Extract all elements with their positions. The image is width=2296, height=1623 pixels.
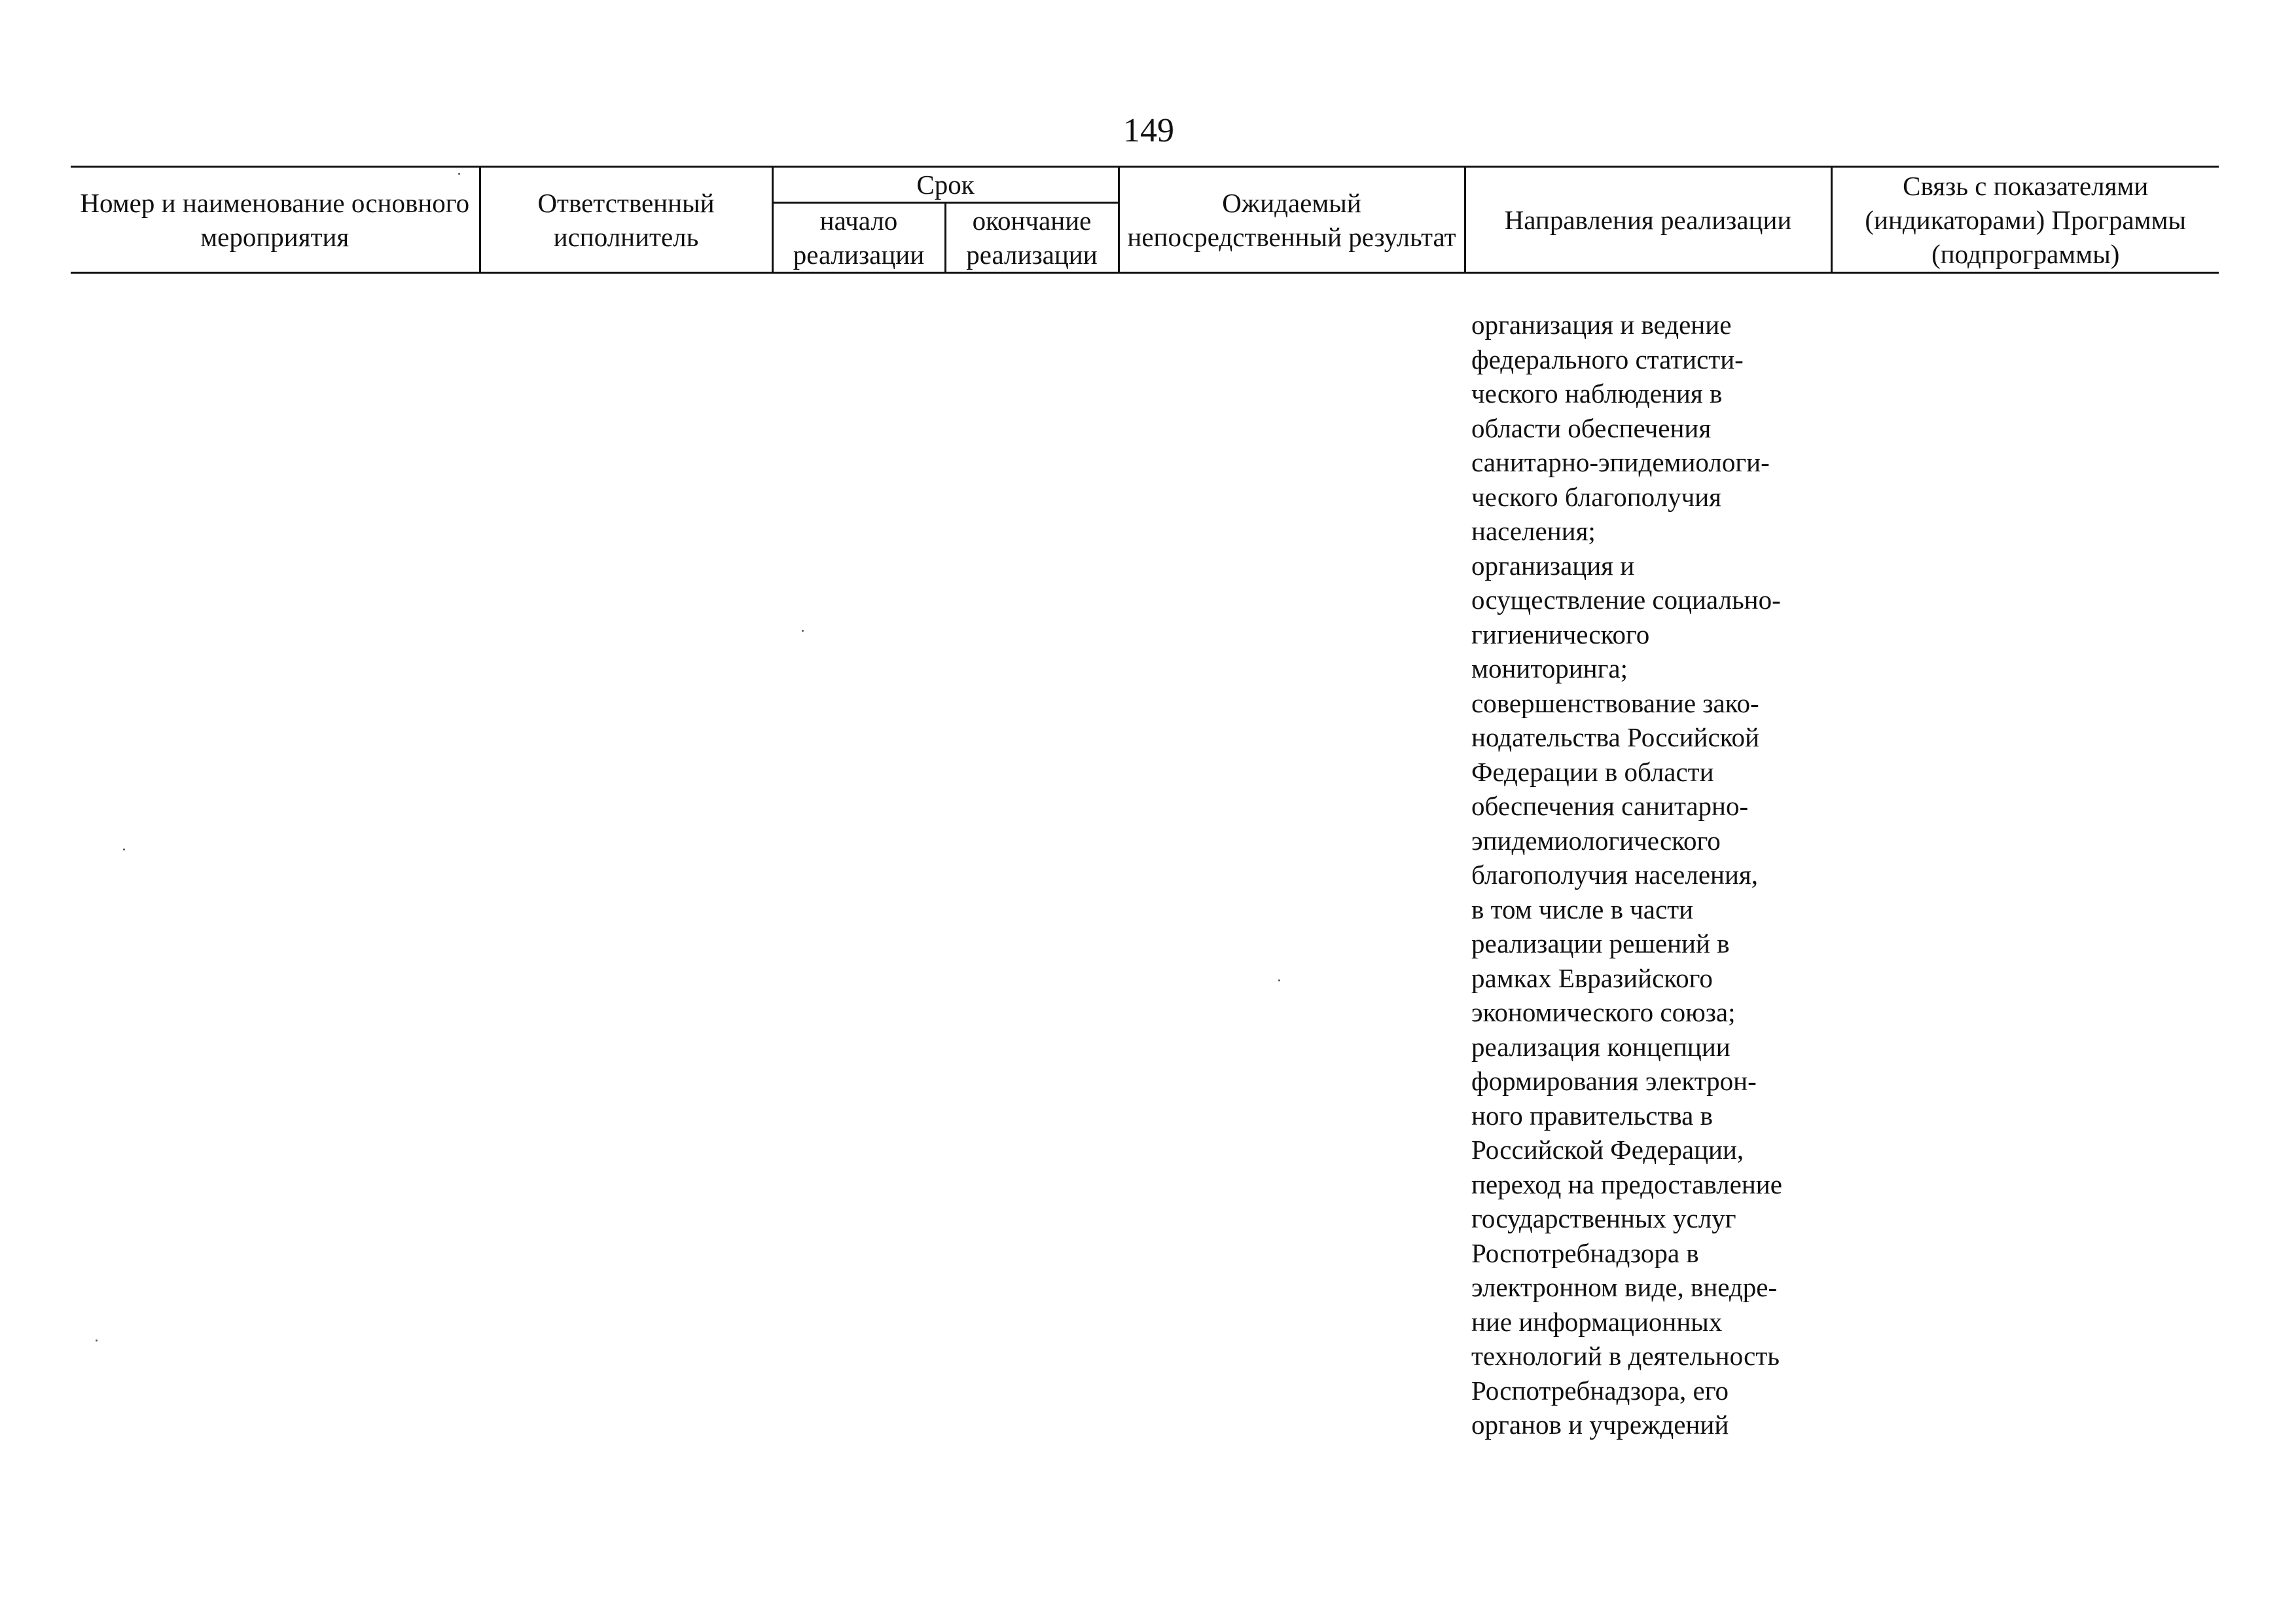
directions-line: совершенствование зако- <box>1471 687 1759 718</box>
directions-line: ческого благополучия <box>1471 481 1721 512</box>
scan-speck <box>1278 979 1280 981</box>
directions-line: эпидемиологического <box>1471 825 1721 856</box>
directions-line: Роспотребнадзора, его <box>1471 1375 1729 1406</box>
scan-speck <box>123 848 125 850</box>
scan-speck <box>458 173 460 175</box>
directions-line: ческого наблюдения в <box>1471 378 1723 409</box>
directions-line: области обеспечения <box>1471 412 1712 443</box>
header-col-directions: Направления реализации <box>1465 167 1831 273</box>
header-col-term: Срок <box>772 167 1119 203</box>
header-col-term-start: начало реализации <box>772 203 945 273</box>
directions-line: рамках Евразийского <box>1471 962 1713 993</box>
header-col-name: Номер и наименование основного мероприятия <box>71 167 480 273</box>
directions-line: обеспечения санитарно- <box>1471 791 1749 821</box>
directions-line: благополучия населения, <box>1471 860 1759 890</box>
directions-line: реализация концепции <box>1471 1031 1731 1062</box>
directions-line: в том числе в части <box>1471 894 1694 924</box>
header-col-indicators: Связь с показателями (индикаторами) Программы (подпрограммы) <box>1831 167 2219 273</box>
directions-line: реализации решений в <box>1471 928 1730 958</box>
directions-cell <box>1471 308 1838 1442</box>
directions-line: населения; <box>1471 516 1596 546</box>
directions-line: электронном виде, внедре- <box>1471 1272 1778 1302</box>
directions-line: гигиенического <box>1471 619 1650 649</box>
directions-line: формирования электрон- <box>1471 1066 1757 1096</box>
directions-line: санитарно-эпидемиологи- <box>1471 447 1770 477</box>
scan-speck <box>96 1340 98 1341</box>
table-header <box>71 166 2219 274</box>
header-col-term-end: окончание реализации <box>945 203 1119 273</box>
page-number: 149 <box>1123 112 1174 149</box>
directions-line: ного правительства в <box>1471 1100 1713 1131</box>
header-col-executor: Ответственный исполнитель <box>480 167 772 273</box>
directions-line: Федерации в области <box>1471 756 1714 787</box>
directions-line: федерального статисти- <box>1471 344 1744 374</box>
directions-line: организация и <box>1471 550 1635 581</box>
directions-line: экономического союза; <box>1471 997 1736 1027</box>
directions-line: организация и ведение <box>1471 310 1732 340</box>
directions-line: Роспотребнадзора в <box>1471 1237 1699 1268</box>
directions-line: мониторинга; <box>1471 653 1628 684</box>
directions-line: государственных услуг <box>1471 1203 1736 1233</box>
header-col-result: Ожидаемый непосредственный результат <box>1119 167 1465 273</box>
directions-line: ние информационных <box>1471 1306 1723 1337</box>
directions-line: технологий в деятельность <box>1471 1341 1780 1371</box>
directions-line: осуществление социально- <box>1471 585 1781 615</box>
directions-line: органов и учреждений <box>1471 1410 1729 1440</box>
directions-line: переход на предоставление <box>1471 1169 1782 1199</box>
scan-speck <box>802 630 804 632</box>
directions-line: нодательства Российской <box>1471 722 1759 752</box>
directions-line: Российской Федерации, <box>1471 1135 1744 1165</box>
